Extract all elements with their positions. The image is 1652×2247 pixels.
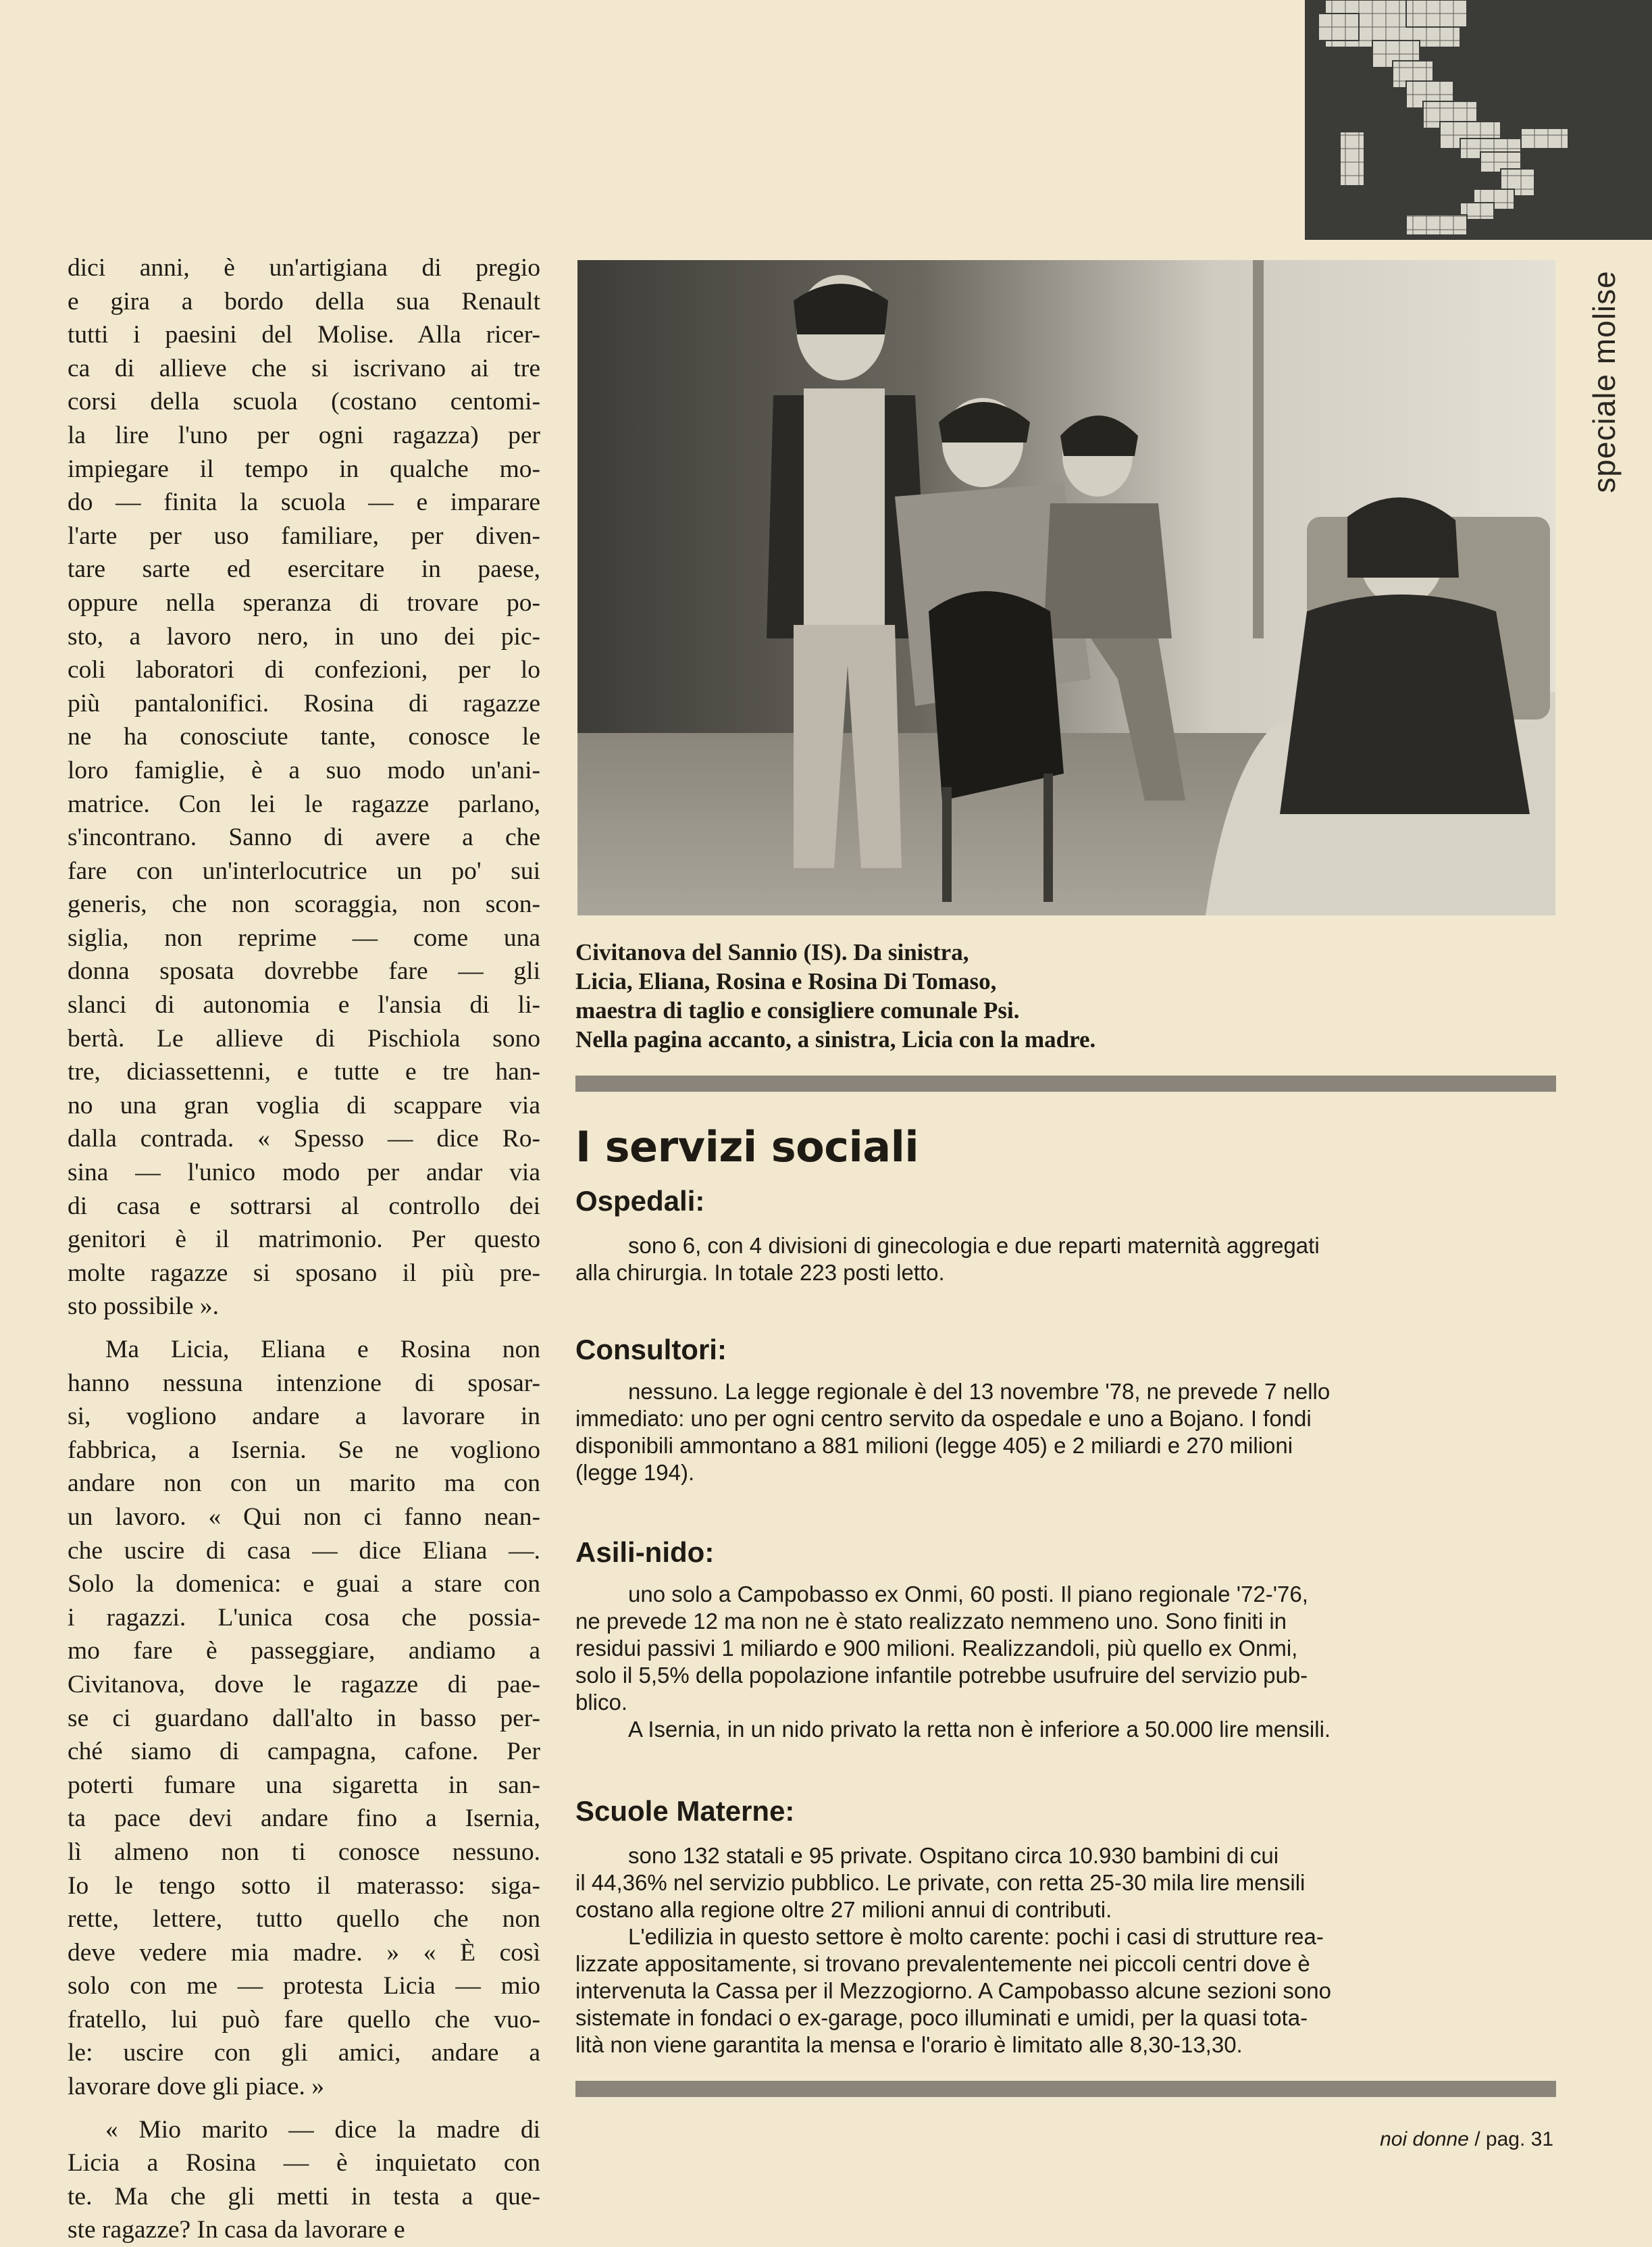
article-line: ta pace devi andare fino a Isernia, bbox=[68, 1804, 540, 1833]
article-line: Ma Licia, Eliana e Rosina non bbox=[105, 1336, 540, 1363]
article-line: donna sposata dovrebbe fare — gli bbox=[68, 957, 540, 986]
article-line: sto, a lavoro nero, in uno dei pic- bbox=[68, 622, 540, 651]
caption-line: Civitanova del Sannio (IS). Da sinistra, bbox=[575, 939, 969, 965]
article-line: fabbrica, a Isernia. Se ne vogliono bbox=[68, 1436, 540, 1464]
text-line: blico. bbox=[575, 1690, 628, 1715]
article-line: tutti i paesini del Molise. Alla ricer- bbox=[68, 321, 540, 349]
article-line: ste ragazze? In casa da lavorare e bbox=[68, 2216, 405, 2244]
article-line: di casa e sottrarsi al controllo dei bbox=[68, 1192, 540, 1220]
article-line: la lire l'uno per ogni ragazza) per bbox=[68, 421, 540, 449]
article-line: solo con me — protesta Licia — mio bbox=[68, 1972, 540, 2000]
photo-caption bbox=[575, 938, 1561, 1054]
page-number: / pag. 31 bbox=[1474, 2128, 1553, 2150]
section-scuole-materne bbox=[575, 1792, 1555, 2059]
text-line: disponibili ammontano a 881 milioni (legge 405) e 2 miliardi e 270 milioni bbox=[575, 1433, 1293, 1458]
article-line: te. Ma che gli metti in testa a que- bbox=[68, 2182, 540, 2211]
article-line: do — finita la scuola — e imparare bbox=[68, 488, 540, 517]
box-top-rule bbox=[575, 1076, 1556, 1092]
box-title: I servizi sociali bbox=[575, 1122, 919, 1171]
article-line: le: uscire con gli amici, andare a bbox=[68, 2039, 540, 2067]
section-text bbox=[575, 1378, 1555, 1486]
article-paragraph bbox=[68, 251, 540, 1323]
article-line: rette, lettere, tutto quello che non bbox=[68, 1905, 540, 1934]
text-line: lità non viene garantita la mensa e l'orario è limitato alle 8,30-13,30. bbox=[575, 2032, 1243, 2057]
article-line: matrice. Con lei le ragazze parlano, bbox=[68, 790, 540, 818]
article-line: hanno nessuna intenzione di sposar- bbox=[68, 1369, 540, 1397]
article-line: bertà. Le allieve di Pischiola sono bbox=[68, 1024, 540, 1053]
section-heading: Asili-nido: bbox=[575, 1536, 715, 1568]
article-line: che uscire di casa — dice Eliana —. bbox=[68, 1536, 540, 1565]
article-line: e gira a bordo della sua Renault bbox=[68, 287, 540, 315]
article-line: ché siamo di campagna, cafone. Per bbox=[68, 1738, 540, 1766]
article-line: poterti fumare una sigaretta in san- bbox=[68, 1771, 540, 1799]
article-line: ca di allieve che si iscrivano ai tre bbox=[68, 354, 540, 382]
section-text bbox=[575, 1581, 1555, 1743]
text-line: immediato: uno per ogni centro servito da ospedale e uno a Bojano. I fondi bbox=[575, 1406, 1312, 1431]
section-asili-nido bbox=[575, 1534, 1555, 1743]
article-line: Licia a Rosina — è inquietato con bbox=[68, 2149, 540, 2177]
article-line: lavorare dove gli piace. » bbox=[68, 2073, 325, 2101]
article-line: corsi della scuola (costano centomi- bbox=[68, 388, 540, 416]
article-line: « Mio marito — dice la madre di bbox=[105, 2115, 540, 2144]
text-line: residui passivi 1 miliardo e 900 milioni. Realizzandoli, più quello ex Onmi, bbox=[575, 1636, 1298, 1661]
text-line: (legge 194). bbox=[575, 1460, 695, 1485]
text-line: sistemate in fondaci o ex-garage, poco illuminati e umidi, per la quasi tota- bbox=[575, 2005, 1308, 2030]
section-heading: Consultori: bbox=[575, 1334, 727, 1365]
article-line: ne ha conosciute tante, conosce le bbox=[68, 723, 540, 751]
article-paragraph bbox=[68, 1333, 540, 2104]
text-line: nessuno. La legge regionale è del 13 novembre '78, ne prevede 7 nello bbox=[628, 1379, 1331, 1404]
section-ospedali bbox=[575, 1182, 1555, 1286]
article-left-column bbox=[68, 251, 540, 2247]
article-line: se ci guardano dall'alto in basso per- bbox=[68, 1704, 540, 1732]
section-label bbox=[1574, 250, 1634, 513]
article-line: dici anni, è un'artigiana di pregio bbox=[68, 254, 540, 282]
photo-women-in-room bbox=[577, 260, 1555, 915]
text-line: costano alla regione oltre 27 milioni annui di contributi. bbox=[575, 1897, 1112, 1922]
article-line: tre, diciassettenni, e tutte e tre han- bbox=[68, 1058, 540, 1086]
text-line: L'edilizia in questo settore è molto carente: pochi i casi di strutture rea- bbox=[628, 1924, 1324, 1949]
text-line: lizzate appositamente, si trovano prevalentemente nei piccoli centri dove è bbox=[575, 1951, 1310, 1976]
article-line: un lavoro. « Qui non ci fanno nean- bbox=[68, 1503, 540, 1531]
article-line: più pantalonifici. Rosina di ragazze bbox=[68, 689, 540, 717]
article-line: fratello, lui può fare quello che vuo- bbox=[68, 2005, 540, 2034]
article-line: andare non con un marito ma con bbox=[68, 1469, 540, 1498]
caption-line: Licia, Eliana, Rosina e Rosina Di Tomaso, bbox=[575, 968, 997, 994]
article-line: coli laboratori di confezioni, per lo bbox=[68, 656, 540, 684]
photo-image bbox=[577, 260, 1555, 915]
article-line: loro famiglie, è a suo modo un'ani- bbox=[68, 756, 540, 784]
italy-map-graphic bbox=[1305, 0, 1652, 240]
article-line: s'incontrano. Sanno di avere a che bbox=[68, 824, 540, 852]
article-line: lì almeno non ti conosce nessuno. bbox=[68, 1838, 540, 1866]
text-line: A Isernia, in un nido privato la retta non è inferiore a 50.000 lire mensili. bbox=[628, 1717, 1331, 1742]
article-line: slanci di autonomia e l'ansia di li- bbox=[68, 991, 540, 1019]
article-line: molte ragazze si sposano il più pre- bbox=[68, 1259, 540, 1287]
text-line: solo il 5,5% della popolazione infantile potrebbe usufruire del servizio pub- bbox=[575, 1663, 1308, 1688]
page-footer bbox=[1324, 2128, 1553, 2155]
article-line: Solo la domenica: e guai a stare con bbox=[68, 1570, 540, 1598]
text-line: alla chirurgia. In totale 223 posti letto. bbox=[575, 1260, 945, 1285]
section-heading: Scuole Materne: bbox=[575, 1795, 795, 1827]
article-line: siglia, non reprime — come una bbox=[68, 924, 540, 952]
article-line: generis, che non scoraggia, non scon- bbox=[68, 890, 540, 919]
text-line: il 44,36% nel servizio pubblico. Le private, con retta 25-30 mila lire mensili bbox=[575, 1870, 1306, 1895]
article-paragraph bbox=[68, 2113, 540, 2247]
text-line: intervenuta la Cassa per il Mezzogiorno. A Campobasso alcune sezioni sono bbox=[575, 1978, 1331, 2003]
article-line: sina — l'unico modo per andar via bbox=[68, 1159, 540, 1187]
article-line: genitori è il matrimonio. Per questo bbox=[68, 1226, 540, 1254]
section-label-text: speciale molise bbox=[1586, 270, 1622, 493]
box-bottom-rule bbox=[575, 2081, 1556, 2097]
magazine-name: noi donne bbox=[1380, 2128, 1469, 2150]
section-consultori bbox=[575, 1331, 1555, 1486]
section-text bbox=[575, 1232, 1555, 1286]
text-line: uno solo a Campobasso ex Onmi, 60 posti. Il piano regionale '72-'76, bbox=[628, 1582, 1308, 1607]
italy-map-icon bbox=[1305, 0, 1652, 240]
article-line: no una gran voglia di scappare via bbox=[68, 1091, 540, 1119]
article-line: i ragazzi. L'unica cosa che possia- bbox=[68, 1603, 540, 1632]
article-line: sto possibile ». bbox=[68, 1292, 219, 1321]
text-line: sono 132 statali e 95 private. Ospitano circa 10.930 bambini di cui bbox=[628, 1843, 1279, 1868]
article-line: mo fare è passeggiare, andiamo a bbox=[68, 1637, 540, 1665]
section-text bbox=[575, 1842, 1555, 2059]
social-services-box bbox=[575, 1120, 1555, 2057]
section-heading: Ospedali: bbox=[575, 1185, 705, 1217]
caption-line: maestra di taglio e consigliere comunale Psi. bbox=[575, 997, 1020, 1024]
article-line: impiegare il tempo in qualche mo- bbox=[68, 455, 540, 483]
text-line: sono 6, con 4 divisioni di ginecologia e due reparti maternità aggregati bbox=[628, 1233, 1320, 1258]
article-line: deve vedere mia madre. » « È così bbox=[68, 1938, 540, 1967]
text-line: ne prevede 12 ma non ne è stato realizzato nemmeno uno. Sono finiti in bbox=[575, 1609, 1287, 1634]
article-line: l'arte per uso familiare, per diven- bbox=[68, 522, 540, 550]
article-line: fare con un'interlocutrice un po' sui bbox=[68, 857, 540, 885]
article-line: oppure nella speranza di trovare po- bbox=[68, 588, 540, 617]
article-line: dalla contrada. « Spesso — dice Ro- bbox=[68, 1125, 540, 1153]
article-line: Civitanova, dove le ragazze di pae- bbox=[68, 1670, 540, 1698]
article-line: tare sarte ed esercitare in paese, bbox=[68, 555, 540, 584]
caption-line: Nella pagina accanto, a sinistra, Licia con la madre. bbox=[575, 1026, 1096, 1053]
article-line: Io le tengo sotto il materasso: siga- bbox=[68, 1871, 540, 1900]
article-line: si, vogliono andare a lavorare in bbox=[68, 1403, 540, 1431]
